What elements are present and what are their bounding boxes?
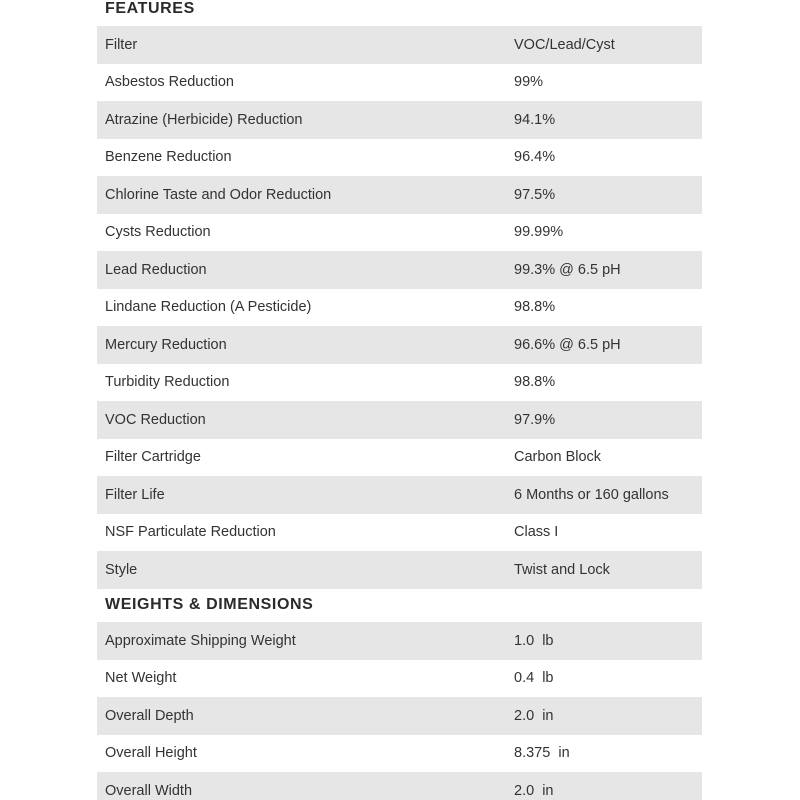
spec-value: 99.3% @ 6.5 pH — [514, 261, 621, 278]
table-row — [97, 139, 702, 177]
spec-value: Class I — [514, 524, 559, 541]
table-row — [97, 251, 702, 289]
spec-label: Turbidity Reduction — [105, 374, 230, 391]
table-row — [97, 176, 702, 214]
table-row — [97, 364, 702, 402]
spec-value: 2.0 in — [514, 782, 554, 799]
spec-label: Chlorine Taste and Odor Reduction — [105, 186, 332, 203]
spec-value: Carbon Block — [514, 449, 602, 466]
spec-label: Style — [105, 561, 138, 578]
table-row — [97, 26, 702, 64]
spec-value: 98.8% — [514, 299, 556, 316]
spec-label: Net Weight — [105, 670, 177, 687]
features-table — [97, 26, 702, 589]
features-section — [97, 0, 702, 589]
table-row — [97, 772, 702, 800]
spec-label: VOC Reduction — [105, 411, 206, 428]
table-row — [97, 735, 702, 773]
spec-value: 98.8% — [514, 374, 556, 391]
spec-value: 96.6% @ 6.5 pH — [514, 336, 621, 353]
spec-value: 2.0 in — [514, 707, 554, 724]
spec-value: 1.0 lb — [514, 632, 554, 649]
spec-label: Benzene Reduction — [105, 149, 232, 166]
features-heading: FEATURES — [105, 0, 195, 17]
table-row — [97, 622, 702, 660]
spec-label: Mercury Reduction — [105, 336, 227, 353]
table-row — [97, 289, 702, 327]
spec-label: Overall Width — [105, 782, 193, 799]
spec-value: 97.9% — [514, 411, 556, 428]
table-row — [97, 101, 702, 139]
table-row — [97, 551, 702, 589]
table-row — [97, 514, 702, 552]
spec-label: Filter Life — [105, 486, 165, 503]
weights-dimensions-section — [97, 587, 702, 800]
weights-dimensions-table — [97, 622, 702, 800]
spec-label: NSF Particulate Reduction — [105, 524, 276, 541]
table-row — [97, 697, 702, 735]
weights-dimensions-heading: WEIGHTS & DIMENSIONS — [105, 596, 314, 613]
spec-value: 8.375 in — [514, 745, 570, 762]
spec-value: 99% — [514, 74, 544, 91]
spec-label: Filter — [105, 36, 138, 53]
table-row — [97, 660, 702, 698]
spec-value: 94.1% — [514, 111, 556, 128]
spec-label: Filter Cartridge — [105, 449, 201, 466]
spec-label: Lead Reduction — [105, 261, 207, 278]
spec-value: 99.99% — [514, 224, 564, 241]
table-row — [97, 64, 702, 102]
table-row — [97, 326, 702, 364]
spec-value: Twist and Lock — [514, 561, 610, 578]
spec-label: Overall Height — [105, 745, 197, 762]
table-row — [97, 476, 702, 514]
table-row — [97, 439, 702, 477]
spec-label: Asbestos Reduction — [105, 74, 234, 91]
spec-label: Lindane Reduction (A Pesticide) — [105, 299, 312, 316]
spec-value: 96.4% — [514, 149, 556, 166]
spec-value: 97.5% — [514, 186, 556, 203]
spec-value: VOC/Lead/Cyst — [514, 36, 615, 53]
table-row — [97, 401, 702, 439]
table-row — [97, 214, 702, 252]
spec-label: Atrazine (Herbicide) Reduction — [105, 111, 303, 128]
spec-value: 6 Months or 160 gallons — [514, 486, 669, 503]
spec-label: Cysts Reduction — [105, 224, 211, 241]
spec-label: Approximate Shipping Weight — [105, 632, 296, 649]
spec-label: Overall Depth — [105, 707, 194, 724]
spec-value: 0.4 lb — [514, 670, 554, 687]
